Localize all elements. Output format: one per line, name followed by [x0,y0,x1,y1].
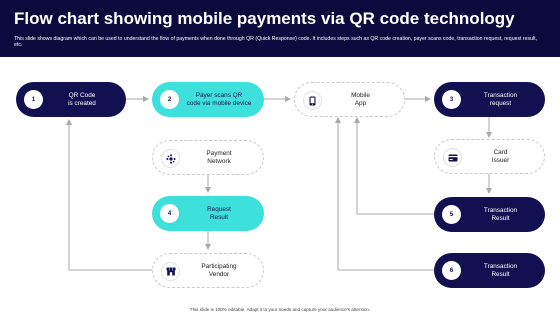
node-label: Transaction request [483,91,518,107]
step-number-2: 2 [160,90,179,109]
connector-6-app [338,118,434,270]
node-label: Mobile App [351,91,370,107]
step-number-1: 1 [24,90,43,109]
node-payer-scans [152,82,264,117]
footer-note: This slide is 100% editable. Adapt it to your needs and capture your audience's attention. [189,307,371,312]
node-transaction-request [434,82,545,117]
mobile-icon [303,91,322,110]
node-label: Card Issuer [491,148,510,164]
step-number-3: 3 [442,90,461,109]
node-label: Transaction Result [483,206,518,222]
node-transaction-result-6 [434,253,545,288]
node-label: Payment Network [206,149,232,165]
card-icon [443,148,462,167]
node-transaction-result-5 [434,197,545,232]
node-request-result [152,196,264,231]
node-label: Transaction Result [483,262,518,278]
node-participating-vendor [152,253,264,288]
page-title: Flow chart showing mobile payments via QR code technology [14,9,515,28]
store-icon [161,262,180,281]
node-label: Payer scans QR code via mobile device [186,91,252,107]
step-number-6: 6 [442,261,461,280]
node-qr-code-created [16,82,126,117]
node-mobile-app [294,82,405,117]
node-card-issuer [434,139,545,174]
node-label: QR Code is created [68,91,96,107]
node-label: Request Result [207,205,231,221]
node-payment-network [152,140,264,175]
node-label: Participating Vendor [201,262,237,278]
step-number-4: 4 [160,204,179,223]
connector-vendor-1 [69,120,152,270]
connector-5-app [357,118,434,214]
network-icon [161,149,180,168]
step-number-5: 5 [442,205,461,224]
page-subtitle: This slide shows diagram which can be used to understand the flow of payments when done through QR (Quick Response) code. It includes steps such as QR code creation, payer scans code, transaction request, request result, etc. [14,36,538,49]
